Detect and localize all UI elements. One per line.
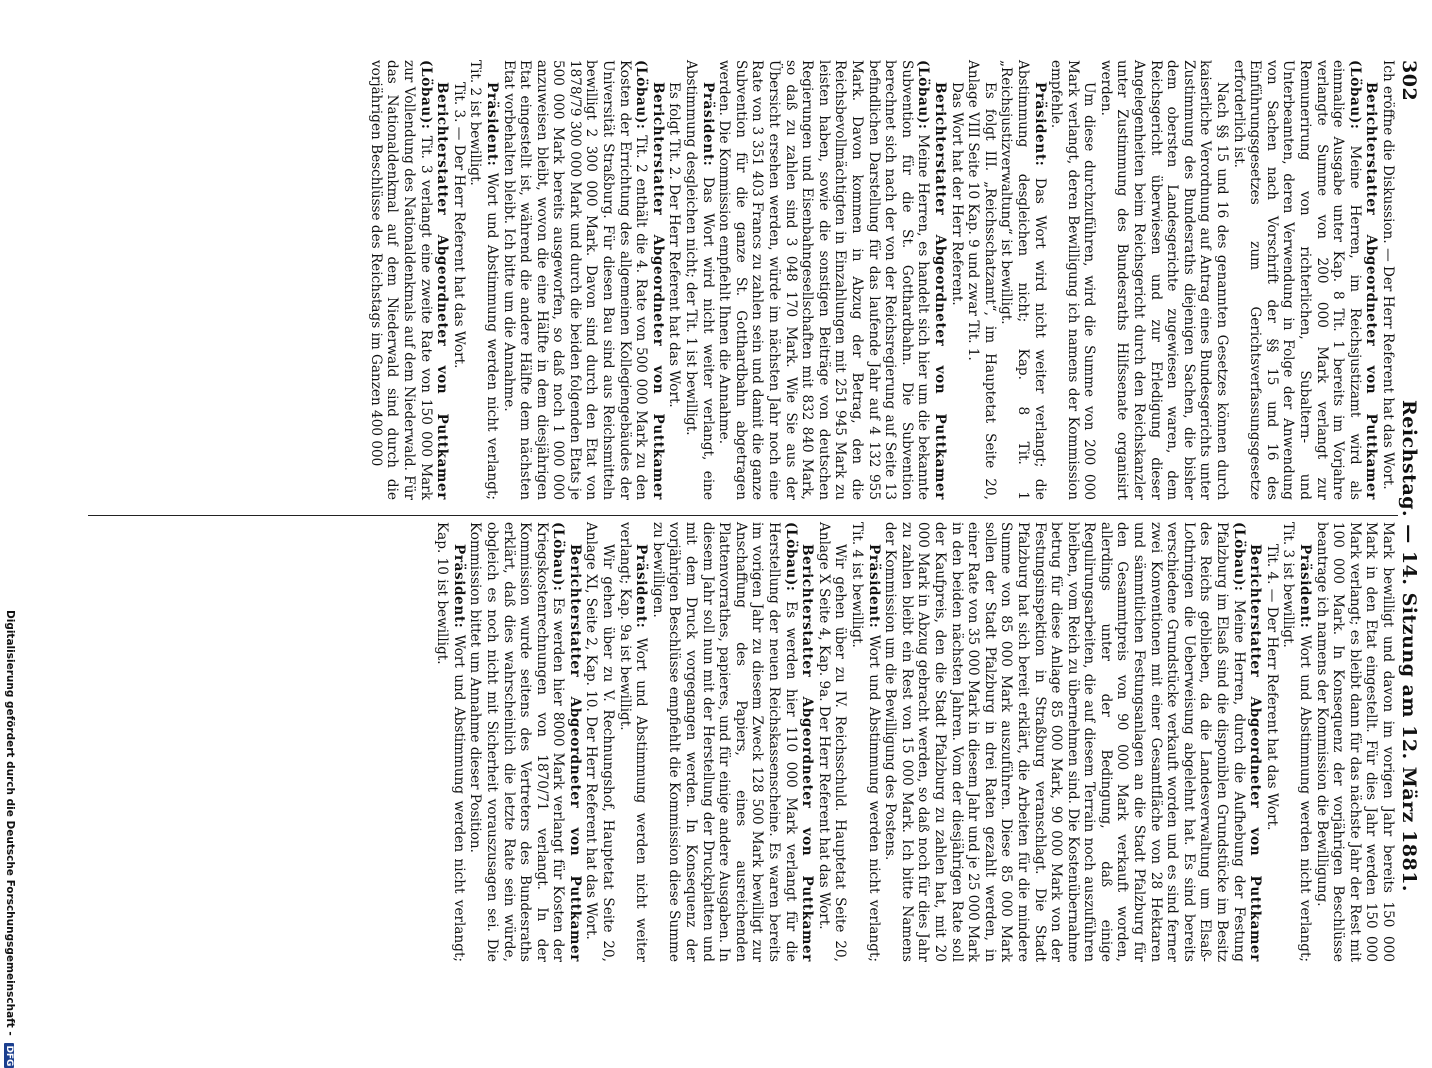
paragraph-text: Wort und Abstimmung werden nicht weiter verlangt; Kap. 9a ist bewilligt.	[616, 522, 650, 962]
paragraph-text: Es werden hier 110 000 Mark verlangt für die Herstellung der neuen Reichskassenscheine. Es waren bereits im vorigen Jahr zu diesem Zweck 128 500 Mark bewilligt zur Anschaffung des Papiers, eines ausreichenden Plattenvorrathes, papieres, und für einige andere Ausgaben. In diesem Jahr soll nun mit der Herstellung der Druckplatten und mit dem Druck vorgegangen werden. In Konsequenz der vorjährigen Beschlüsse empfiehlt die Kommission diese Summe zu bewilligen.	[649, 522, 799, 962]
paragraph-text: Um diese durchzuführen, wird die Summe von 200 000 Mark verlangt, deren Bewilligung ich namens der Kommission empfehle.	[1048, 60, 1098, 500]
column-divider	[88, 515, 1398, 516]
speaker-name: Präsident:	[633, 544, 650, 629]
speech-paragraph	[882, 522, 1264, 962]
paragraph-text: Nach §§ 15 und 16 des genannten Gesetzes können durch kaiserliche Verordnung auf Antrag eines Bundesgerichts unter Zustimmung des Bundesraths diejenigen Sachen, die bisher dem obersten Landesgerichte zugewiesen waren, dem Reichsgericht überwiesen und zur Erledigung dieser Angelegenheiten beim Reichsgericht durch den Reichskanzler unter Zustimmung des Bundesraths Hilfssenate organisirt werden.	[1097, 60, 1231, 500]
speaker-name: Berichterstatter Abgeordneter von Puttkamer (Löbau):	[1346, 60, 1380, 500]
paragraph-text: Das Wort wird nicht weiter verlangt, eine Abstimmung desgleichen nicht; der Tit. 1 ist bewilligt.	[683, 60, 716, 501]
text-paragraph	[450, 60, 467, 500]
speech-paragraph	[467, 60, 500, 500]
right-text-column	[434, 522, 1396, 962]
paragraph-text: Wort und Abstimmung werden nicht verlangt; Tit. 3 ist bewilligt.	[1280, 522, 1314, 962]
text-paragraph	[666, 60, 683, 500]
paragraph-text: Meine Herren, durch die Aufhebung der Festung Pfalzburg im Elsaß sind die disponiblen Grundstücke im Besitz des Reichs geblieben, da die Landesverwaltung um Elsaß-Lothringen die Ueberweisung abgelehnt hat. Es sind bereits verschiedene Grundstücke verkauft worden und es sind ferner zwei Konventionen mit einer Gesamtfläche von 28 Hektaren und sämmtlichen Festungsanlagen an die Stadt Pfalzburg für den Gesammtpreis von 90 000 Mark verkauft worden, allerdings unter der Bedingung, daß einige Regulirungsarbeiten, die auf diesem Terrain noch auszuführen bleiben, vom Reich zu übernehmen sind. Die Kostenübernahme betrug für diese Anlage 85 000 Mark, 90 000 Mark von der Festungsinspektion in Straßburg veranschlagt. Die Stadt Pfalzburg hat sich bereit erklärt, die Arbeiten für die mindere Summe von 85 000 Mark auszuführen. Diese 85 000 Mark sollen der Stadt Pfalzburg in drei Raten gezahlt werden, in einer Rate von 35 000 Mark in diesem Jahr und je 25 000 Mark in den beiden nächsten Jahren. Vom der diesjährigen Rate soll der Kaufpreis, den die Stadt Pfalzburg zu zahlen hat, mit 20 000 Mark in Abzug gebracht werden, so daß noch für dies Jahr zu zahlen bleibt ein Rest von 15 000 Mark. Ich bitte Namens der Kommission um die Bewilligung des Postens.	[882, 522, 1247, 963]
speaker-name: Präsident:	[1297, 544, 1314, 629]
speaker-name: Präsident:	[1031, 82, 1048, 167]
paragraph-text: Meine Herren, es handelt sich hier um die bekannte Subvention für die St. Gotthardbahn. Die Subvention berechnet sich nach der von der Reichsregierung auf Seite 13 befindlichen Darstellung für das laufende Jahr auf 4 132 955 Mark. Davon kommen in Abzug der Betrag, den die Reichsbevollmächtigten in Einzahlungen mit 251 945 Mark zu leisten haben, sowie die sonstigen Beiträge von deutschen Regierungen und Eisenbahngesellschaften mit 832 840 Mark, so daß zu zahlen sind 3 048 170 Mark. Wie Sie aus der Übersicht ersehen werden, würde im nächsten Jahr noch eine Rate von 3 351 403 Francs zu zahlen sein und damit die ganze Subvention für die ganze St. Gotthardbahn abgetragen werden. Die Kommission empfiehlt Ihnen die Annahme.	[716, 60, 932, 500]
speaker-name: Präsident:	[865, 544, 882, 629]
left-text-column	[367, 60, 1396, 500]
text-paragraph	[1097, 60, 1230, 500]
speech-paragraph	[998, 60, 1048, 500]
paragraph-text: Tit. 4. — Der Herr Referent hat das Wort.	[1263, 544, 1280, 831]
dfg-logo: DFG	[4, 1045, 14, 1067]
speech-paragraph	[649, 522, 815, 962]
speech-paragraph	[716, 60, 948, 500]
text-paragraph	[965, 60, 998, 500]
speaker-name: Berichterstatter Abgeordneter von Puttkamer (Löbau):	[633, 60, 666, 500]
speech-paragraph	[1230, 60, 1379, 500]
speaker-name: Berichterstatter Abgeordneter von Puttkamer (Löbau):	[915, 60, 948, 500]
speech-paragraph	[682, 60, 715, 500]
paragraph-text: Mark bewilligt und davon im vorigen Jahr bereits 150 000 Mark in den Etat eingestellt. Für dies Jahr werden 150 000 Mark verlangt; es bleibt dann für das nächste Jahr der Rest mit 100 000 Mark. In Konsequenz der vorjährigen Beschlüsse beantrage ich namens der Kommission die Bewilligung.	[1313, 522, 1396, 962]
paragraph-text: Es folgt Tit. 2. Der Herr Referent hat das Wort.	[666, 82, 683, 408]
page-number: 302	[1398, 60, 1420, 102]
speaker-name: Präsident:	[450, 544, 467, 629]
paragraph-text: Wort und Abstimmung werden nicht verlangt; Kap. 10 ist bewilligt.	[434, 522, 467, 962]
page-header	[1396, 60, 1420, 1000]
text-paragraph	[815, 522, 848, 962]
speaker-name: Berichterstatter Abgeordneter von Puttkamer (Löbau):	[1230, 522, 1264, 962]
paragraph-text: Wort und Abstimmung werden nicht verlangt; Tit. 4 ist bewilligt.	[849, 522, 882, 962]
speech-paragraph	[434, 522, 467, 962]
speech-paragraph	[848, 522, 881, 962]
speaker-name: Berichterstatter Abgeordneter von Puttkamer (Löbau):	[417, 60, 451, 500]
paragraph-text: Es folgt III. „Reichsschatzamt“, im Hauptetat Seite 20, Anlage VIII Seite 10 Kap. 9 und zwar Tit. 1.	[965, 60, 998, 500]
speaker-name: Präsident:	[699, 82, 716, 167]
text-paragraph	[583, 522, 616, 962]
paragraph-text: Ich eröffne die Diskussion. — Der Herr Referent hat das Wort.	[1380, 60, 1396, 490]
paragraph-text: Wir gehen über zu IV. Reichsschuld. Hauptetat Seite 20, Anlage X Seite 4, Kap. 9a. Der Herr Referent hat das Wort.	[815, 522, 849, 962]
speaker-name: Präsident:	[483, 82, 500, 167]
paragraph-text: Tit. 3. — Der Herr Referent hat das Wort.	[450, 82, 467, 369]
paragraph-text: Meine Herren, im Reichsjustizamt wird als einmalige Ausgabe unter Kap. 8 Tit. 1 bereits im Vorjahre verlangte Summe von 200 000 Mark verlangt zur Remunerirung von richterlichen, Subaltern- und Unterbeamten, deren Verwendung in Folge der Anwendung von Sachen nach Vorschrift der §§ 15 und 16 des Einführungsgesetzes zum Gerichtsverfassungsgesetze erforderlich ist.	[1230, 60, 1363, 500]
speech-paragraph	[500, 60, 666, 500]
paragraph-text: Das Wort wird nicht weiter verlangt; die Abstimmung desgleichen nicht; Kap. 8 Tit. 1 „Reichsjustizverwaltung“ ist bewilligt.	[998, 60, 1048, 500]
paragraph-text: Tit. 2 enthält die 4. Rate von 500 000 Mark zu den Kosten der Errichtung des allgemeinen Kollegiengebäudes der Universität Straßburg. Für diesen Bau sind aus Reichsmitteln bewilligt 2 300 000 Mark. Davon sind durch den Etat von 1878/79 300 000 Mark und durch die beiden folgenden Etats je 500 000 Mark bereits ausgeworfen, so daß noch 1 000 000 anzuweisen bleibt, wovon die eine Hälfte in dem diesjährigen Etat eingestellt ist, während die andere Hälfte dem nächsten Etat vorbehalten bleibt. Ich bitte um die Annahme.	[500, 60, 650, 500]
paragraph-text: Wir gehen über zu V. Rechnungshof, Hauptetat Seite 20, Anlage XI, Seite 2, Kap. 10. Der Herr Referent hat das Wort.	[583, 522, 617, 962]
paragraph-text: Das Wort hat der Herr Referent.	[948, 82, 965, 306]
speech-paragraph	[1280, 522, 1313, 962]
paragraph-text: Es werden hier 8000 Mark verlangt für Kosten der Kriegskostenrechnungen von 1870/71 verlangt. In der Kommission wurde seitens des Vertreters des Bundesraths erklärt, daß dies wahrscheinlich die letzte Rate sein würde, obgleich es noch nicht mit Sicherheit vorauszusagen sei. Die Kommission bittet um Annahme dieser Position.	[467, 522, 567, 962]
digitization-footer	[2, 610, 16, 1067]
text-paragraph	[1379, 60, 1396, 500]
text-paragraph	[1263, 522, 1280, 962]
text-paragraph	[1048, 60, 1098, 500]
speaker-name: Berichterstatter Abgeordneter von Puttkamer (Löbau):	[782, 522, 816, 962]
paragraph-text: Wort und Abstimmung werden nicht verlangt; Tit. 2 ist bewilligt.	[467, 60, 500, 500]
paragraph-text: Tit. 3 verlangt eine zweite Rate von 150 000 Mark zur Vollendung des Nationaldenkmals auf dem Niederwald. Für das Nationaldenkmal auf dem Niederwald sind durch die vorjährigen Beschlüsse des Reichstags im Ganzen 400 000	[367, 60, 434, 500]
speech-paragraph	[367, 60, 450, 500]
speaker-name: Berichterstatter Abgeordneter von Puttkamer (Löbau):	[550, 522, 583, 962]
speech-paragraph	[616, 522, 649, 962]
footer-text: Digitalisierung gefördert durch die Deutsche Forschungsgemeinschaft -	[4, 610, 16, 1036]
page-title: Reichstag. — 14. Sitzung am 12. März 1881.	[1398, 400, 1420, 893]
text-paragraph	[1313, 522, 1396, 962]
text-paragraph	[948, 60, 965, 500]
speech-paragraph	[467, 522, 583, 962]
